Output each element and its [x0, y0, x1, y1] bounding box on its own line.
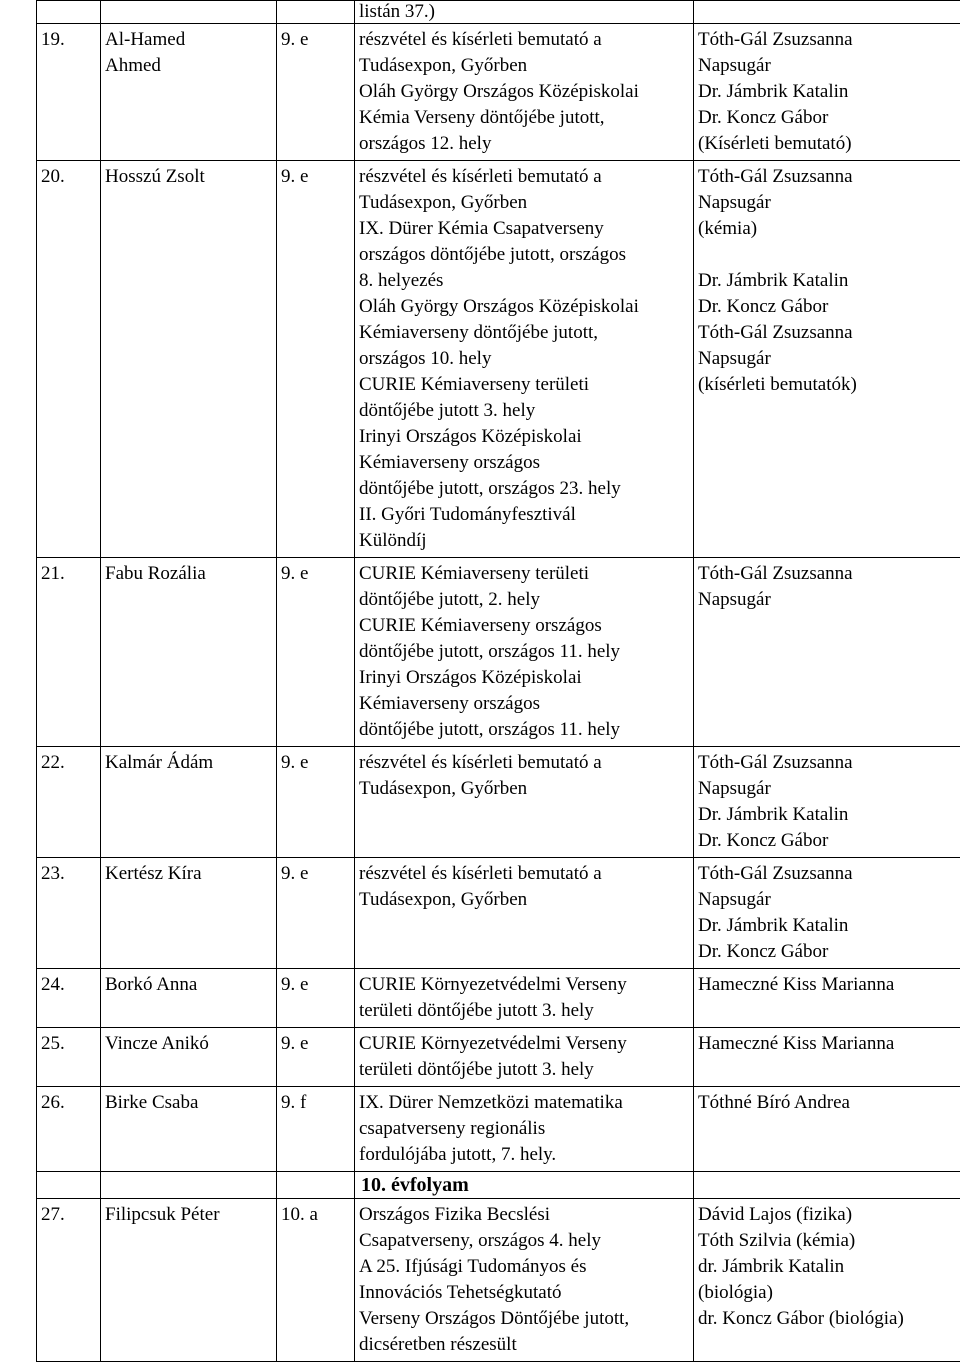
awards-table — [36, 0, 960, 1362]
table-row — [37, 747, 960, 858]
teacher-cell: Tóth-Gál Zsuzsanna Napsugár Dr. Jámbrik Katalin Dr. Koncz Gábor — [694, 858, 960, 969]
student-name: Kertész Kíra — [101, 858, 277, 969]
class-cell: 9. e — [277, 161, 355, 558]
teacher-cell: Hameczné Kiss Marianna — [694, 1028, 960, 1087]
student-name: Fabu Rozália — [101, 558, 277, 747]
class-cell: 9. e — [277, 969, 355, 1028]
result-cell: listán 37.) — [355, 1, 694, 24]
table-row — [37, 161, 960, 558]
row-number: 26. — [37, 1087, 101, 1172]
class-cell: 9. e — [277, 747, 355, 858]
result-cell: CURIE Környezetvédelmi Verseny területi döntőjébe jutott 3. hely — [355, 969, 694, 1028]
table-row — [37, 1087, 960, 1172]
teacher-cell: Tóth-Gál Zsuzsanna Napsugár Dr. Jámbrik Katalin Dr. Koncz Gábor — [694, 747, 960, 858]
year-heading-row — [37, 1172, 960, 1199]
teacher-cell: Hameczné Kiss Marianna — [694, 969, 960, 1028]
result-cell: részvétel és kísérleti bemutató a Tudásexpon, Győrben — [355, 858, 694, 969]
row-number: 21. — [37, 558, 101, 747]
teacher-cell: Tóth-Gál Zsuzsanna Napsugár — [694, 558, 960, 747]
row-number: 19. — [37, 24, 101, 161]
table-row — [37, 558, 960, 747]
result-cell: részvétel és kísérleti bemutató a Tudásexpon, Győrben — [355, 747, 694, 858]
result-cell: részvétel és kísérleti bemutató a Tudásexpon, Győrben IX. Dürer Kémia Csapatverseny országos döntőjébe jutott, országos 8. helyezés Oláh György Országos Középiskolai Kémiaverseny döntőjébe jutott, országos 10. hely CURIE Kémiaverseny területi döntőjébe jutott 3. hely Irinyi Országos Középiskolai Kémiaverseny országos döntőjébe jutott, országos 23. hely II. Győri Tudományfesztivál Különdíj — [355, 161, 694, 558]
teacher-cell: Dávid Lajos (fizika) Tóth Szilvia (kémia) dr. Jámbrik Katalin (biológia) dr. Koncz Gábor (biológia) — [694, 1199, 960, 1362]
row-number: 23. — [37, 858, 101, 969]
class-cell: 10. a — [277, 1199, 355, 1362]
class-cell: 9. e — [277, 24, 355, 161]
result-cell: részvétel és kísérleti bemutató a Tudásexpon, Győrben Oláh György Országos Középiskolai Kémia Verseny döntőjébe jutott, országos 12. hely — [355, 24, 694, 161]
student-name: Hosszú Zsolt — [101, 161, 277, 558]
class-cell: 9. e — [277, 858, 355, 969]
result-cell: IX. Dürer Nemzetközi matematika csapatverseny regionális fordulójába jutott, 7. hely. — [355, 1087, 694, 1172]
student-name: Vincze Anikó — [101, 1028, 277, 1087]
row-number: 22. — [37, 747, 101, 858]
table-row — [37, 969, 960, 1028]
row-number: 24. — [37, 969, 101, 1028]
table-row — [37, 858, 960, 969]
class-cell: 9. e — [277, 558, 355, 747]
table-row — [37, 24, 960, 161]
result-cell: CURIE Környezetvédelmi Verseny területi döntőjébe jutott 3. hely — [355, 1028, 694, 1087]
row-number: 25. — [37, 1028, 101, 1087]
result-cell: Országos Fizika Becslési Csapatverseny, országos 4. hely A 25. Ifjúsági Tudományos és Innovációs Tehetségkutató Verseny Országos Döntőjébe jutott, dicséretben részesült — [355, 1199, 694, 1362]
student-name: Birke Csaba — [101, 1087, 277, 1172]
row-number: 20. — [37, 161, 101, 558]
teacher-cell: Tóth-Gál Zsuzsanna Napsugár Dr. Jámbrik Katalin Dr. Koncz Gábor (Kísérleti bemutató) — [694, 24, 960, 161]
row-number: 27. — [37, 1199, 101, 1362]
result-cell: CURIE Kémiaverseny területi döntőjébe jutott, 2. hely CURIE Kémiaverseny országos döntőjébe jutott, országos 11. hely Irinyi Országos Középiskolai Kémiaverseny országos döntőjébe jutott, országos 11. hely — [355, 558, 694, 747]
class-cell: 9. f — [277, 1087, 355, 1172]
teacher-cell: Tóth-Gál Zsuzsanna Napsugár (kémia) Dr. Jámbrik Katalin Dr. Koncz Gábor Tóth-Gál Zsuzsanna Napsugár (kísérleti bemutatók) — [694, 161, 960, 558]
student-name: Borkó Anna — [101, 969, 277, 1028]
teacher-cell: Tóthné Bíró Andrea — [694, 1087, 960, 1172]
year-heading: 10. évfolyam — [355, 1172, 694, 1199]
student-name: Filipcsuk Péter — [101, 1199, 277, 1362]
class-cell: 9. e — [277, 1028, 355, 1087]
student-name: Kalmár Ádám — [101, 747, 277, 858]
table-row — [37, 1199, 960, 1362]
continuation-row — [37, 1, 960, 24]
student-name: Al-Hamed Ahmed — [101, 24, 277, 161]
table-row — [37, 1028, 960, 1087]
